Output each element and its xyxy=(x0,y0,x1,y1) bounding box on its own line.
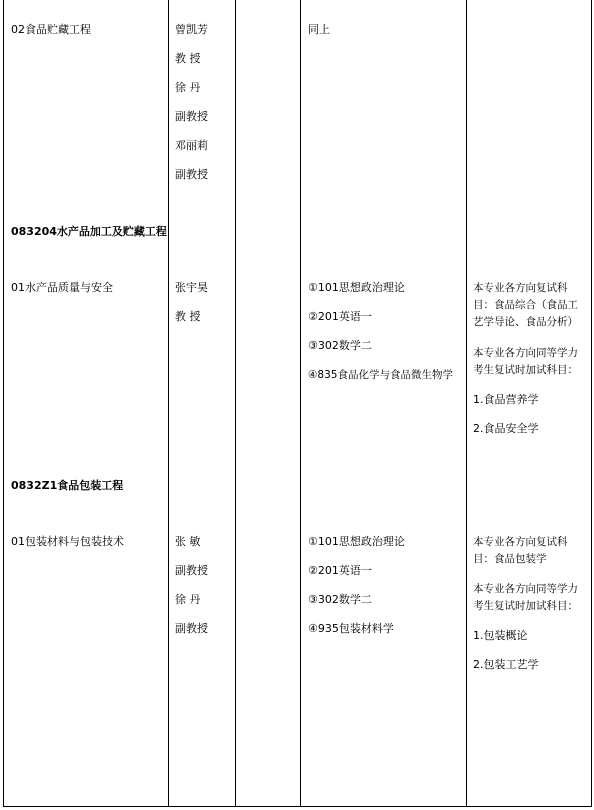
exam-subject: ①101思想政治理论 xyxy=(308,535,405,548)
research-direction: 01水产品质量与安全 xyxy=(11,281,113,294)
extra-test-note: 本专业各方向同等学力考生复试时加试科目： xyxy=(473,583,578,612)
major-heading: 0832Z1食品包装工程 xyxy=(11,479,124,492)
major-heading: 083204水产品加工及贮藏工程 xyxy=(11,225,167,238)
exam-subject: ①101思想政治理论 xyxy=(308,281,405,294)
tutor-title: 副教授 xyxy=(175,622,208,635)
exam-subject: ③302数学二 xyxy=(308,339,372,352)
extra-test-subject: 1.包装概论 xyxy=(473,629,528,642)
column-divider-4 xyxy=(466,0,467,807)
tutor-title: 副教授 xyxy=(175,564,208,577)
column-divider-2 xyxy=(235,0,236,807)
research-direction: 02食品贮藏工程 xyxy=(11,23,91,36)
exam-subjects: 同上 xyxy=(308,23,330,36)
column-divider-1 xyxy=(168,0,169,807)
tutor-name: 张 敏 xyxy=(175,535,201,548)
tutor-name: 张宇昊 xyxy=(175,281,208,294)
retest-subjects-note: 本专业各方向复试科目：食品包装学 xyxy=(473,536,568,565)
exam-subject: ③302数学二 xyxy=(308,593,372,606)
tutor-title: 教 授 xyxy=(175,52,201,65)
tutor-name: 徐 丹 xyxy=(175,593,201,606)
extra-test-subject: 1.食品营养学 xyxy=(473,393,539,406)
table-border-bottom xyxy=(3,806,592,807)
exam-subject: ④835食品化学与食品微生物学 xyxy=(308,369,453,381)
table-border-right xyxy=(591,0,592,807)
exam-subject: ④935包装材料学 xyxy=(308,622,394,635)
tutor-name: 邓丽莉 xyxy=(175,139,208,152)
extra-test-note: 本专业各方向同等学力考生复试时加试科目： xyxy=(473,347,578,376)
extra-test-subject: 2.食品安全学 xyxy=(473,422,539,435)
exam-subject: ②201英语一 xyxy=(308,310,372,323)
tutor-name: 曾凯芳 xyxy=(175,23,208,36)
tutor-name: 徐 丹 xyxy=(175,81,201,94)
research-direction: 01包装材料与包装技术 xyxy=(11,535,124,548)
tutor-title: 副教授 xyxy=(175,110,208,123)
table-border-left xyxy=(3,0,4,807)
column-divider-3 xyxy=(300,0,301,807)
retest-subjects-note: 本专业各方向复试科目：食品综合（食品工艺学导论、食品分析） xyxy=(473,282,578,328)
tutor-title: 副教授 xyxy=(175,168,208,181)
exam-subject: ②201英语一 xyxy=(308,564,372,577)
tutor-title: 教 授 xyxy=(175,310,201,323)
extra-test-subject: 2.包装工艺学 xyxy=(473,658,539,671)
